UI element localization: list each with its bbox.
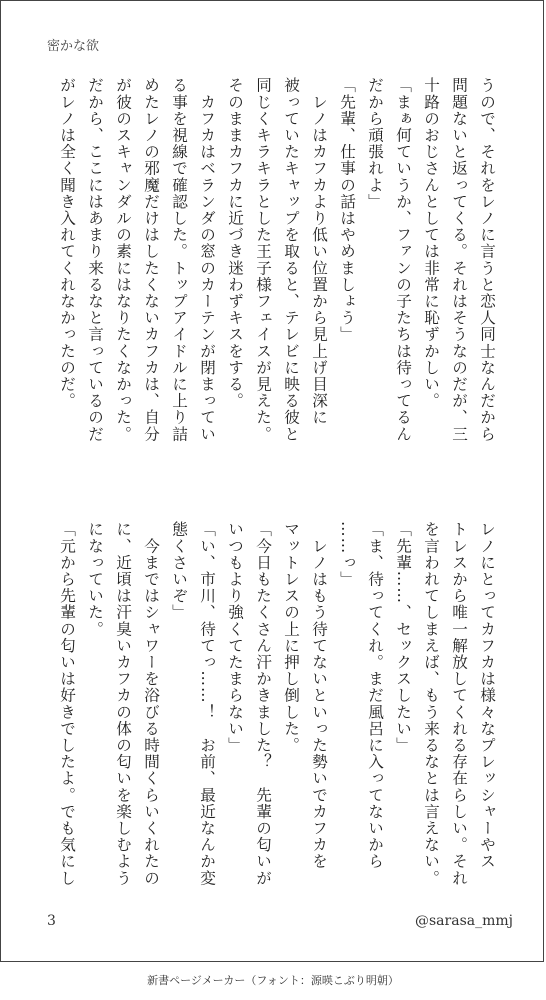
text-line: が彼のスキャンダルの素にはなりたくなかった。 — [114, 77, 132, 443]
text-line: いつもより強くてたまらない」 — [226, 521, 244, 754]
text-line: レノはもう待てないといった勢いでカフカを — [310, 521, 328, 870]
page-number: 3 — [47, 913, 56, 929]
text-line: だから頑張れよ」 — [366, 77, 384, 210]
text-line: マットレスの上に押し倒した。 — [282, 521, 300, 754]
text-line: 態くさいぞ」 — [170, 521, 188, 621]
text-line: レノにとってカフカは様々なプレッシャーやス — [478, 521, 496, 870]
text-line: 問題ないと返ってくる。それはそうなのだが、三 — [450, 77, 468, 443]
text-line: がレノは全く聞き入れてくれなかったのだ。 — [58, 77, 76, 409]
text-line: 「今日もたくさん汗かきました？ 先輩の匂いが — [254, 521, 272, 887]
text-column-top — [51, 77, 501, 477]
text-line: 「ま、待ってくれ。まだ風呂に入ってないから — [366, 521, 384, 870]
footer-caption: 新書ページメーカー（フォント：源暎こぶり明朝） — [147, 974, 399, 987]
text-line: レノはカフカより低い位置から見上げ目深に — [310, 77, 328, 426]
text-line: に、近頃は汗臭いカフカの体の匂いを楽しむよう — [114, 521, 132, 887]
text-line: めたレノの邪魔だけはしたくないカフカは、自分 — [142, 77, 160, 443]
text-line: だから、ここにはあまり来るなと言っているのだ — [86, 77, 104, 443]
text-line: になっていた。 — [86, 521, 104, 638]
running-title: 密かな欲 — [47, 39, 100, 54]
text-line: 「先輩……、セックスしたい」 — [394, 521, 412, 754]
text-line: 今まではシャワーを浴びる時間くらいくれたの — [142, 521, 160, 887]
text-line: る事を視線で確認した。トップアイドルに上り詰 — [170, 77, 188, 443]
text-line: 十路のおじさんとしては非常に恥ずかしい。 — [422, 77, 440, 409]
text-line: そのままカフカに近づき迷わずキスをする。 — [226, 77, 244, 409]
text-column-bottom — [51, 521, 501, 906]
author-handle: @sarasa_mmj — [415, 913, 513, 929]
text-line: 「まぁ何ていうか、ファンの子たちは待ってるん — [394, 77, 412, 443]
text-line: うので、それをレノに言うと恋人同士なんだから — [478, 77, 496, 443]
text-line: 同じくキラキラとした王子様フェイスが見えた。 — [254, 77, 272, 443]
text-line: を言われてしまえば、もう来るなとは言えない。 — [422, 521, 440, 887]
text-line: カフカはベランダの窓のカーテンが閉まってい — [198, 77, 216, 443]
text-line: ……っ」 — [338, 521, 356, 588]
text-line: トレスから唯一解放してくれる存在らしい。それ — [450, 521, 468, 887]
text-line: 「い、市川、待てっ……！ お前、最近なんか変 — [198, 521, 216, 887]
text-line: 「先輩、仕事の話はやめましょう」 — [338, 77, 356, 343]
text-line: 被っていたキャップを取ると、テレビに映る彼と — [282, 77, 300, 443]
text-line: 「元から先輩の匂いは好きでしたよ。でも気にし — [58, 521, 76, 887]
